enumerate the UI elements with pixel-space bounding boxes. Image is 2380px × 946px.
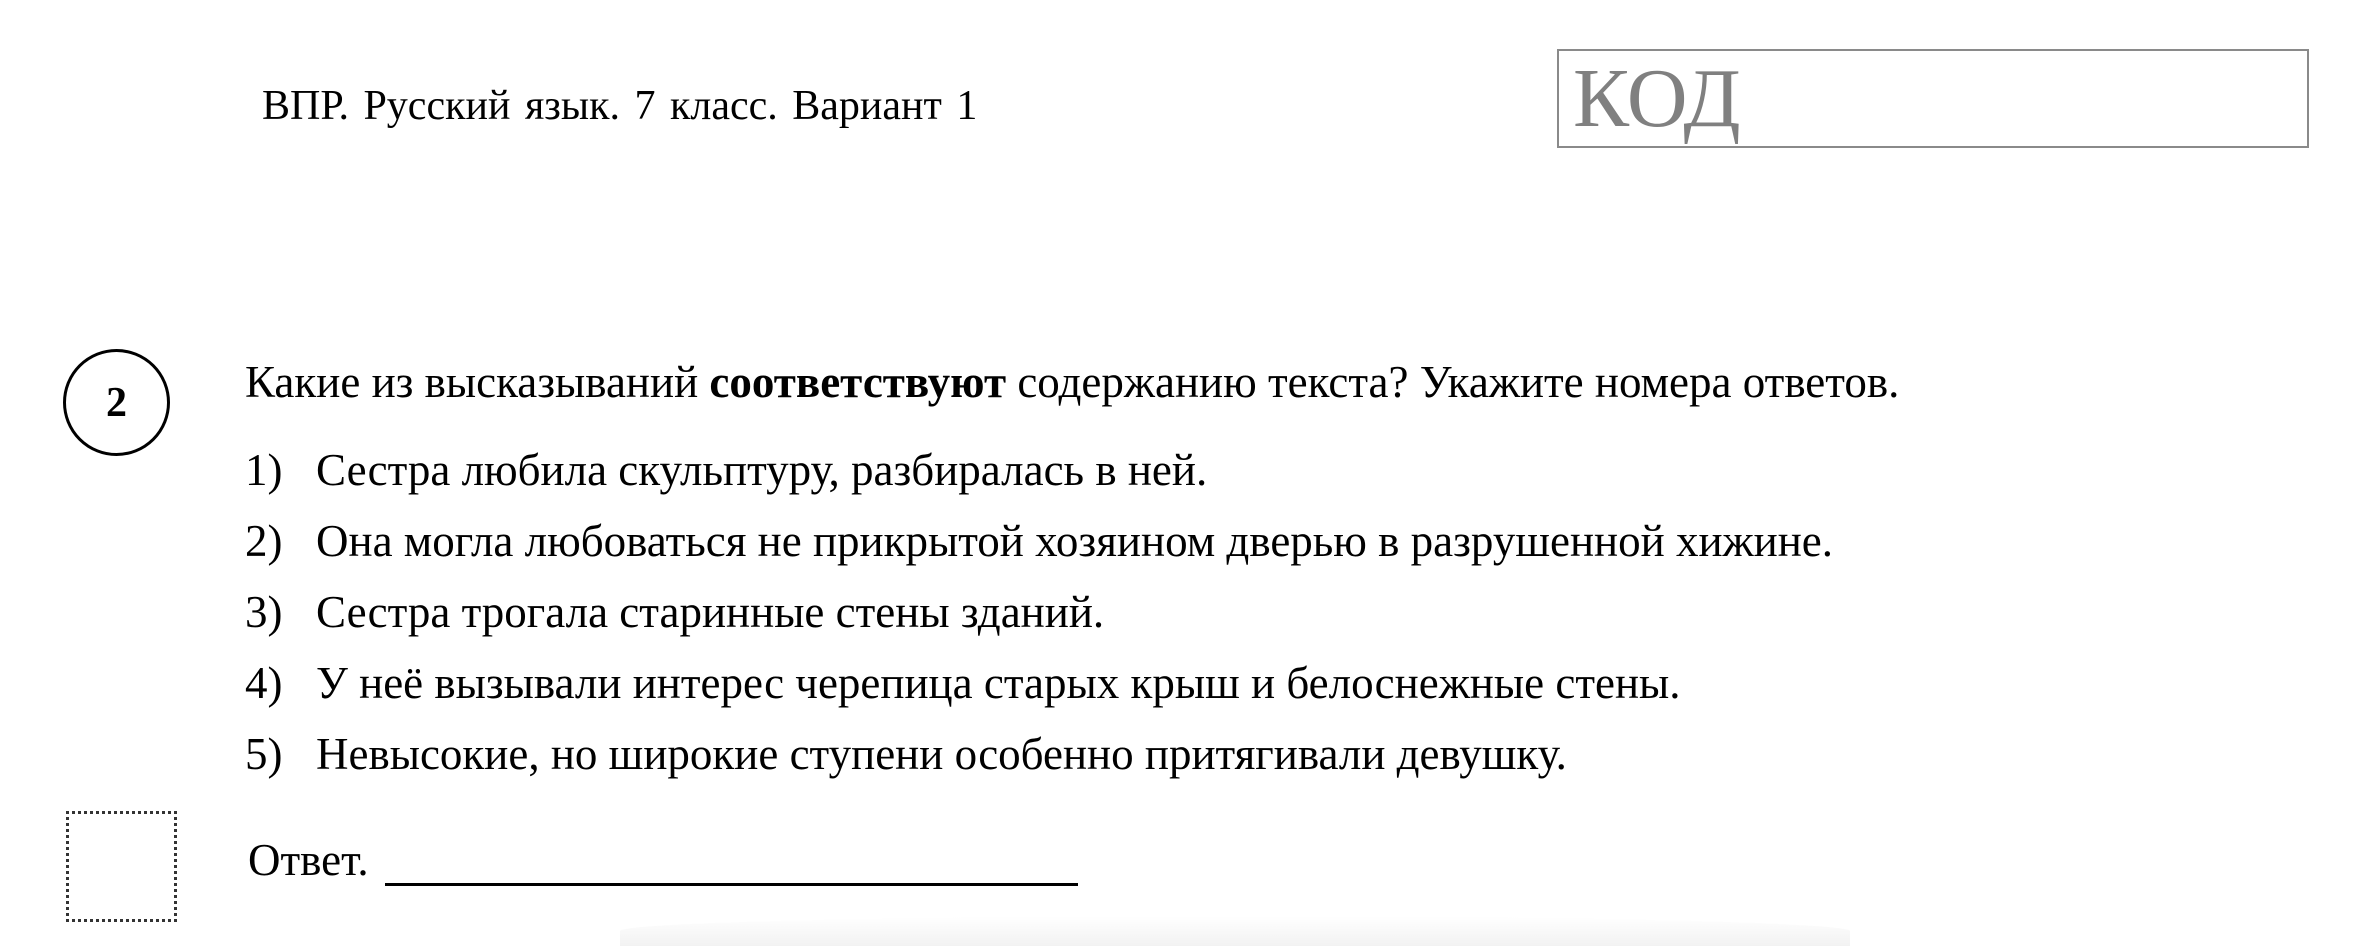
answer-option-3 [245, 582, 1833, 653]
option-text: У неё вызывали интерес черепица старых крыш и белоснежные стены. [316, 658, 1681, 708]
option-number: 2) [245, 516, 283, 566]
answer-option-2 [245, 511, 1833, 582]
option-text: Она могла любоваться не прикрытой хозяином дверью в разрушенной хижине. [316, 516, 1834, 566]
question-text-bold: соответствуют [709, 357, 1007, 407]
code-box [1557, 49, 2309, 148]
answer-row [248, 830, 1078, 890]
answer-option-5 [245, 724, 1833, 795]
task-number: 2 [106, 379, 127, 426]
answer-label: Ответ. [248, 835, 369, 885]
option-number: 5) [245, 729, 283, 779]
question-text-start: Какие из высказываний [245, 357, 710, 407]
option-number: 1) [245, 445, 283, 495]
answer-option-1 [245, 440, 1833, 511]
answer-option-4 [245, 653, 1833, 724]
header-title: ВПР. Русский язык. 7 класс. Вариант 1 [262, 83, 978, 129]
option-number: 4) [245, 658, 283, 708]
answer-input-line[interactable] [385, 883, 1078, 886]
option-number: 3) [245, 587, 283, 637]
answer-options-list [245, 440, 1833, 795]
option-text: Сестра трогала старинные стены зданий. [316, 587, 1105, 637]
question-text [245, 352, 1899, 412]
option-text: Невысокие, но широкие ступени особенно притягивали девушку. [316, 729, 1567, 779]
question-text-end: содержанию текста? Укажите номера ответов. [1006, 357, 1900, 407]
page-shadow [620, 916, 1850, 946]
option-text: Сестра любила скульптуру, разбиралась в ней. [316, 445, 1208, 495]
code-label: КОД [1573, 52, 1741, 145]
score-box [66, 811, 177, 922]
task-number-circle [63, 349, 170, 456]
